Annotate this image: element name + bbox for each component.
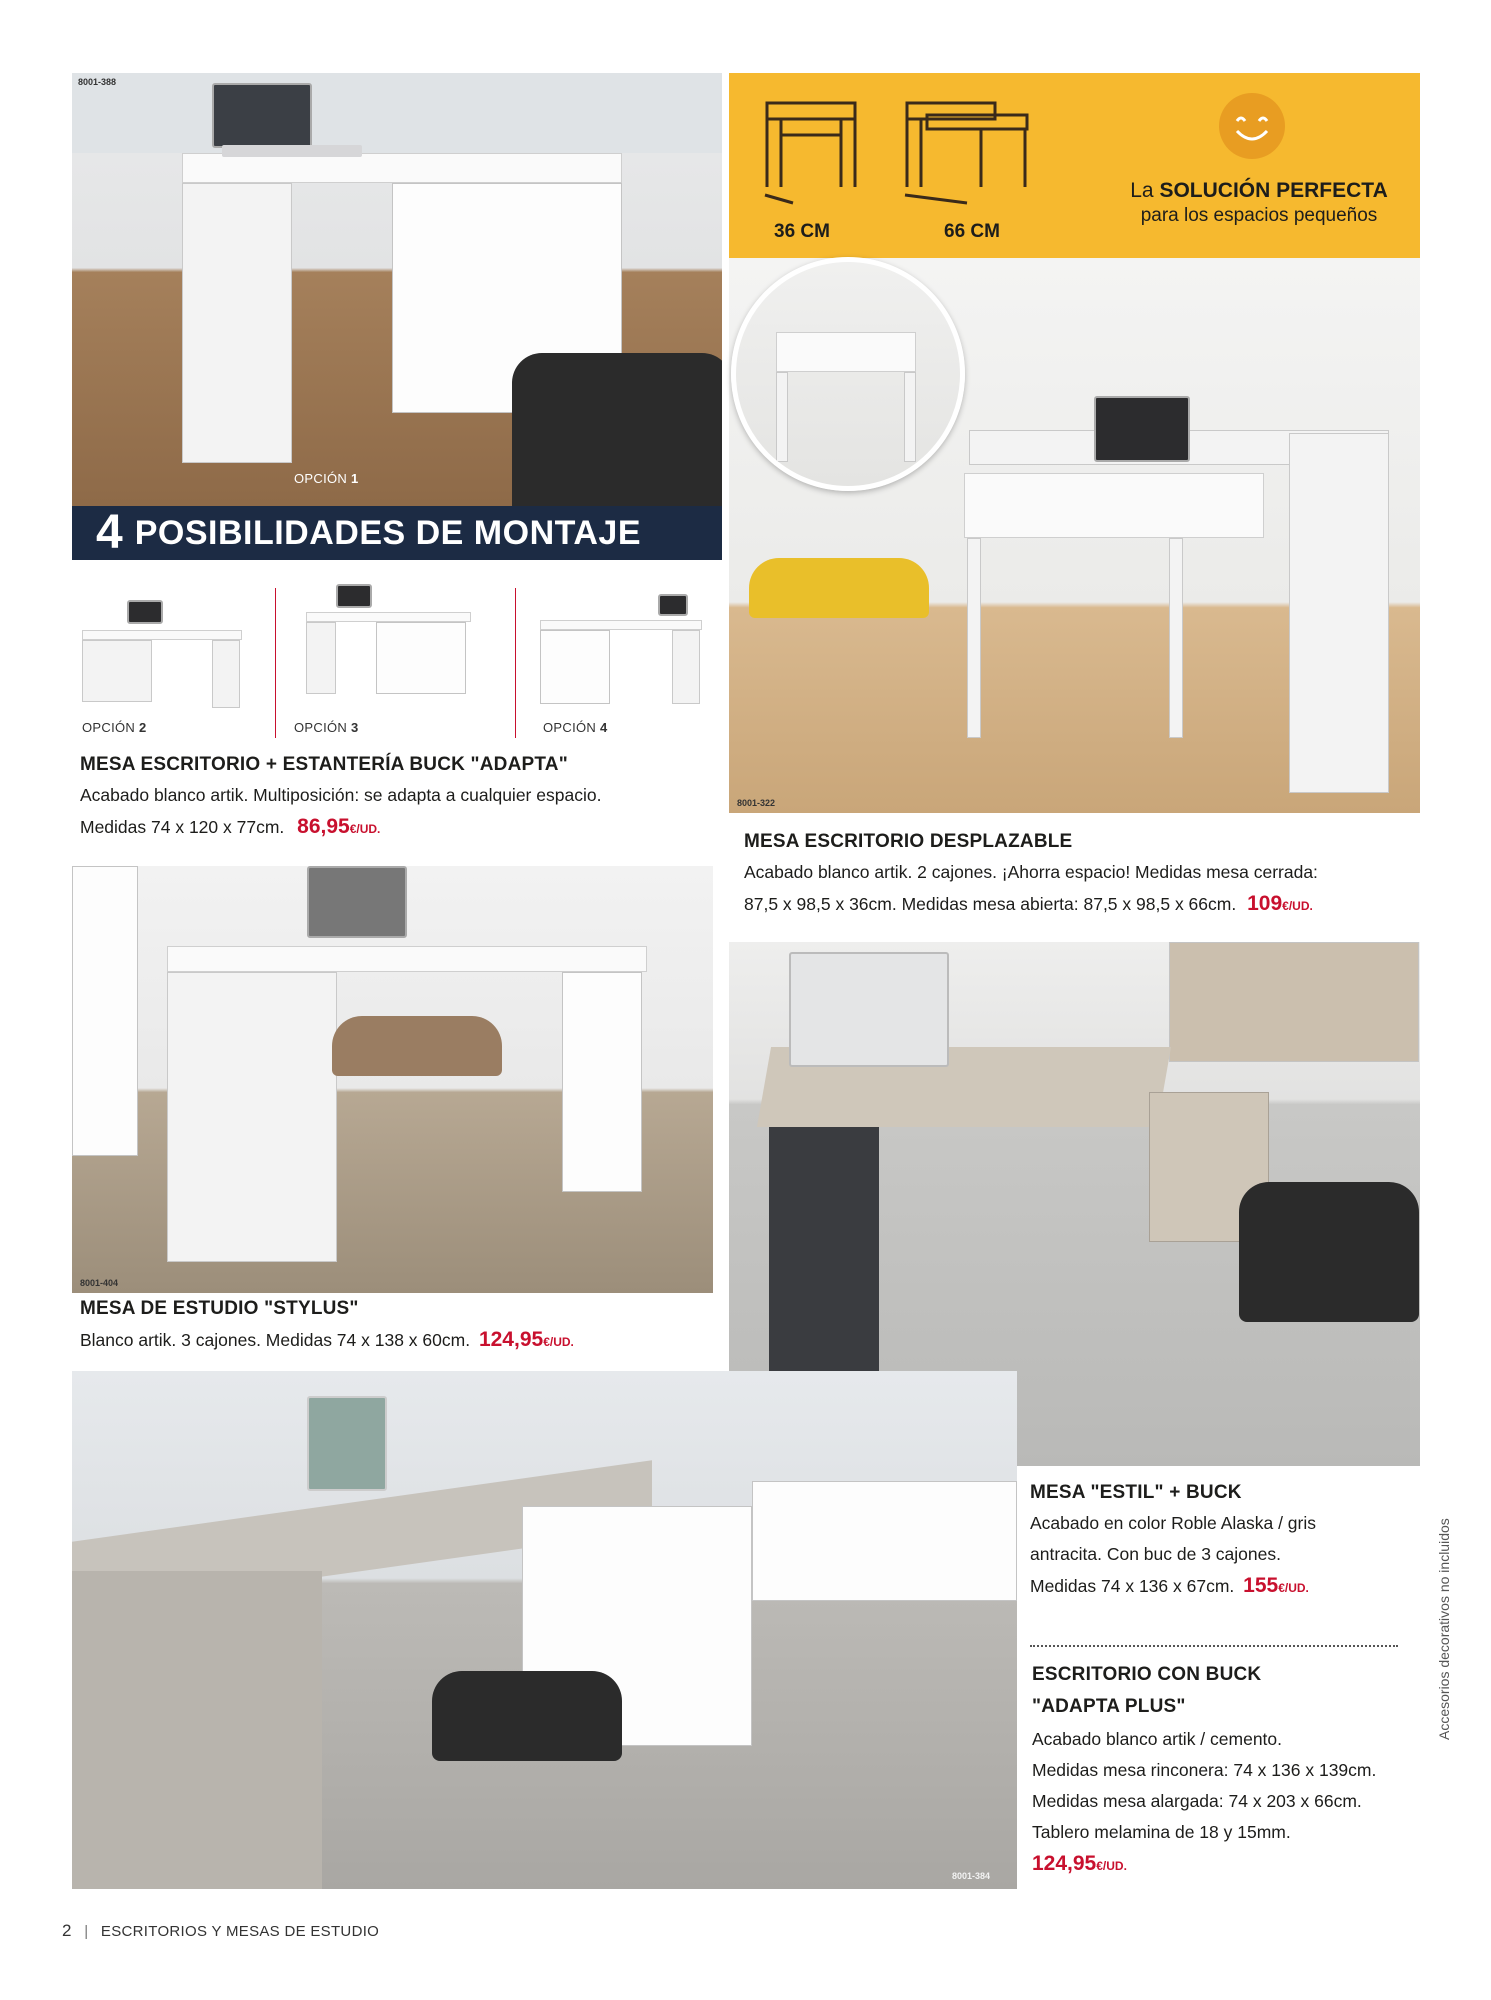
price-value: 155 bbox=[1243, 1574, 1279, 1597]
option-2-label bbox=[82, 720, 147, 735]
product-code: 8001-384 bbox=[952, 1871, 991, 1881]
option-number: 4 bbox=[600, 720, 608, 735]
window-wall bbox=[72, 73, 722, 153]
mini-buck bbox=[376, 622, 466, 694]
desk-leg bbox=[182, 183, 292, 463]
drawer-buck bbox=[562, 972, 642, 1192]
laptop-screen bbox=[307, 866, 407, 938]
bookshelf bbox=[72, 866, 138, 1156]
price-unit: €/UD. bbox=[1278, 1581, 1309, 1595]
product-desc-desplazable bbox=[744, 857, 1424, 922]
product-title-estil: MESA "ESTIL" + BUCK bbox=[1030, 1482, 1242, 1503]
desk-top bbox=[964, 473, 1264, 538]
desk-leg bbox=[167, 972, 337, 1262]
footer-section: ESCRITORIOS Y MESAS DE ESTUDIO bbox=[100, 1923, 380, 1940]
laptop-screen bbox=[212, 83, 312, 148]
laptop-screen bbox=[1094, 396, 1190, 462]
page-footer bbox=[62, 1921, 379, 1941]
desc-line: Acabado blanco artik. 2 cajones. ¡Ahorra espacio! Medidas mesa cerrada: bbox=[744, 862, 1318, 882]
product-title-adapta-plus-2: "ADAPTA PLUS" bbox=[1032, 1696, 1186, 1717]
desk-leg bbox=[967, 538, 981, 738]
page-number: 2 bbox=[62, 1921, 72, 1940]
promo-subtitle: para los espacios pequeños bbox=[1140, 205, 1378, 226]
product-title-adapta: MESA ESCRITORIO + ESTANTERÍA BUCK "ADAPTA" bbox=[80, 754, 568, 775]
option-prefix: OPCIÓN bbox=[294, 720, 348, 735]
option-4-label bbox=[543, 720, 608, 735]
option-prefix: OPCIÓN bbox=[82, 720, 136, 735]
desk-top bbox=[167, 946, 647, 972]
desc-line: Acabado blanco artik / cemento. bbox=[1032, 1729, 1283, 1749]
mini-laptop bbox=[127, 600, 163, 624]
product-desc-estil bbox=[1030, 1508, 1410, 1604]
desc-line: Medidas mesa rinconera: 74 x 136 x 139cm. bbox=[1032, 1760, 1377, 1780]
option-3-image bbox=[306, 572, 471, 708]
option-divider bbox=[515, 588, 516, 738]
dimension-closed: 36 CM bbox=[774, 221, 830, 242]
office-chair bbox=[1239, 1182, 1419, 1322]
price-unit: €/UD. bbox=[1282, 899, 1313, 913]
photo-adapta-plus bbox=[72, 1371, 1017, 1889]
option-prefix: OPCIÓN bbox=[543, 720, 597, 735]
dotted-separator bbox=[1030, 1645, 1398, 1647]
wooden-chair bbox=[332, 1016, 502, 1076]
price-value: 124,95 bbox=[1032, 1852, 1097, 1875]
option-prefix: OPCIÓN bbox=[294, 471, 348, 486]
side-disclaimer: Accesorios decorativos no incluidos bbox=[1436, 1518, 1452, 1740]
option-number: 2 bbox=[139, 720, 147, 735]
inset-leg bbox=[904, 372, 916, 462]
inset-desk-top bbox=[776, 332, 916, 372]
imac-screen bbox=[307, 1396, 387, 1491]
desc-line: Medidas mesa alargada: 74 x 203 x 66cm. bbox=[1032, 1791, 1362, 1811]
price-value: 86,95 bbox=[297, 815, 350, 838]
banner-number: 4 bbox=[96, 506, 123, 559]
mini-laptop bbox=[658, 594, 688, 616]
mini-desk-top bbox=[82, 630, 242, 640]
product-title-desplazable: MESA ESCRITORIO DESPLAZABLE bbox=[744, 831, 1073, 852]
option-2-image bbox=[82, 578, 242, 708]
price-value: 124,95 bbox=[478, 1328, 544, 1351]
promo-title-pre: La bbox=[1130, 179, 1160, 202]
desc-line: Acabado blanco artik. Multiposición: se adapta a cualquier espacio. bbox=[80, 785, 602, 805]
product-title-adapta-plus-1: ESCRITORIO CON BUCK bbox=[1032, 1664, 1262, 1685]
product-code: 8001-322 bbox=[737, 798, 776, 808]
mini-leg bbox=[672, 630, 700, 704]
desc-line: Acabado en color Roble Alaska / gris bbox=[1030, 1513, 1316, 1533]
background-cabinet bbox=[1169, 942, 1419, 1062]
footer-separator: | bbox=[84, 1923, 89, 1940]
imac-screen bbox=[789, 952, 949, 1067]
smile-icon bbox=[1219, 93, 1285, 159]
photo-adapta-option1 bbox=[72, 73, 722, 506]
promo-title-bold: SOLUCIÓN PERFECTA bbox=[1159, 179, 1388, 202]
mini-leg bbox=[306, 622, 336, 694]
mini-buck bbox=[540, 630, 610, 704]
photo-stylus bbox=[72, 866, 713, 1293]
desc-line bbox=[1032, 1848, 1422, 1882]
product-code: 8001-388 bbox=[78, 77, 117, 87]
option-3-label bbox=[294, 720, 359, 735]
product-desc-adapta-plus bbox=[1032, 1724, 1422, 1882]
desc-line bbox=[744, 888, 1424, 922]
cement-desk-side bbox=[72, 1571, 322, 1889]
option-number: 1 bbox=[351, 471, 359, 486]
product-title-stylus: MESA DE ESTUDIO "STYLUS" bbox=[80, 1298, 359, 1319]
desc-line: antracita. Con buc de 3 cajones. bbox=[1030, 1544, 1281, 1564]
anthracite-panel bbox=[769, 1127, 879, 1397]
montaje-banner bbox=[72, 506, 722, 560]
price-stylus bbox=[479, 1328, 574, 1351]
office-chair bbox=[512, 353, 722, 506]
inset-leg bbox=[776, 372, 788, 462]
desc-measures: 87,5 x 98,5 x 36cm. Medidas mesa abierta: 87,5 x 98,5 x 66cm. bbox=[744, 894, 1237, 914]
banner-text: POSIBILIDADES DE MONTAJE bbox=[134, 513, 642, 552]
desk-open-icon bbox=[897, 95, 1037, 205]
desc-line: Tablero melamina de 18 y 15mm. bbox=[1032, 1822, 1291, 1842]
laptop-base bbox=[222, 145, 362, 157]
option-4-image bbox=[540, 582, 702, 708]
side-panel bbox=[1289, 433, 1389, 793]
product-code: 8001-404 bbox=[80, 1278, 119, 1288]
price-unit: €/UD. bbox=[543, 1335, 574, 1349]
option-number: 3 bbox=[351, 720, 359, 735]
price-unit: €/UD. bbox=[349, 822, 381, 836]
desc-line: Blanco artik. 3 cajones. Medidas 74 x 138 x 60cm. bbox=[80, 1330, 471, 1350]
desc-line bbox=[80, 811, 720, 845]
office-chair bbox=[432, 1671, 622, 1761]
dimension-open: 66 CM bbox=[944, 221, 1000, 242]
desc-line bbox=[1030, 1570, 1410, 1604]
option-1-label bbox=[294, 471, 359, 486]
desc-measures: Medidas 74 x 120 x 77cm. bbox=[80, 817, 285, 837]
price-value: 109 bbox=[1247, 892, 1283, 915]
price-desplazable bbox=[1247, 892, 1313, 915]
desk-top bbox=[182, 153, 622, 183]
desk-closed-icon bbox=[757, 95, 867, 205]
price-unit: €/UD. bbox=[1096, 1859, 1127, 1873]
promo-title bbox=[1109, 179, 1409, 203]
price-adapta bbox=[297, 815, 380, 838]
mini-desk-top bbox=[540, 620, 702, 630]
price-adapta-plus bbox=[1032, 1852, 1127, 1875]
product-desc-adapta bbox=[80, 780, 720, 845]
closed-desk-inset bbox=[731, 257, 965, 491]
mini-laptop bbox=[336, 584, 372, 608]
mini-leg bbox=[212, 640, 240, 708]
desc-measures: Medidas 74 x 136 x 67cm. bbox=[1030, 1576, 1235, 1596]
promo-box bbox=[729, 73, 1420, 258]
yellow-chair bbox=[749, 558, 929, 618]
desk-leg bbox=[1169, 538, 1183, 738]
option-divider bbox=[275, 588, 276, 738]
mini-desk-top bbox=[306, 612, 471, 622]
product-desc-stylus bbox=[80, 1324, 720, 1358]
background-bookshelf bbox=[752, 1481, 1017, 1601]
price-estil bbox=[1243, 1574, 1309, 1597]
mini-buck bbox=[82, 640, 152, 702]
